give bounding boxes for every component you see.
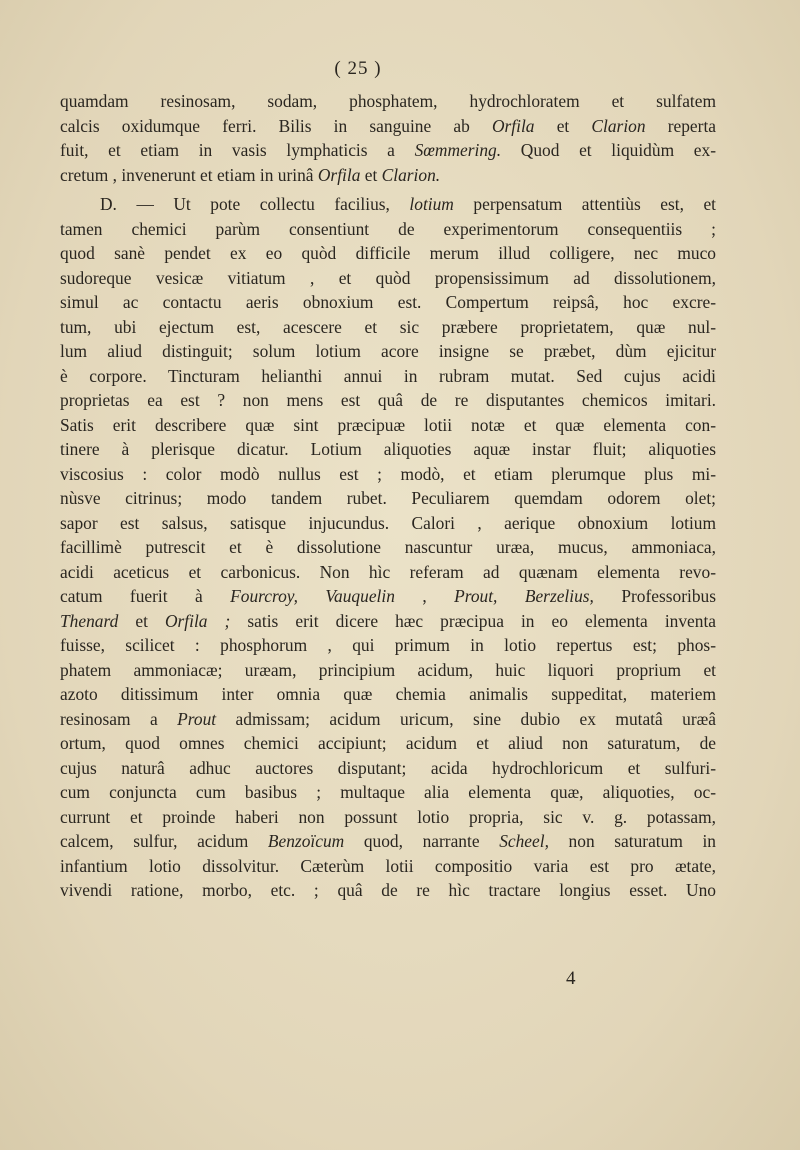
text-segment: phatem ammoniacæ; uræam, principium acidum, huic liquori proprium et — [60, 659, 716, 680]
text-segment: Professoribus — [593, 586, 717, 606]
text-segment: cretum , invenerunt et etiam in urinâ — [60, 164, 318, 185]
text-line — [60, 462, 716, 487]
text-segment: acidi aceticus et carbonicus. Non hìc referam ad quænam elementa revo- — [60, 561, 716, 582]
italic-text: Scheel, — [499, 831, 549, 851]
text-segment: facillimè putrescit et è dissolutione nascuntur uræa, mucus, ammoniaca, — [60, 537, 716, 557]
text-segment: et — [118, 610, 165, 631]
italic-text: Orfila ; — [164, 610, 231, 631]
text-segment: tinere à plerisque dicatur. Lotium aliquoties aquæ instar fluit; aliquoties — [60, 439, 716, 459]
text-segment: currunt et proinde haberi non possunt lotio propria, sic v. g. potassam, — [60, 806, 716, 827]
text-segment: tamen chemici parùm consentiunt de experimentorum consequentiis ; — [60, 218, 716, 239]
text-line — [60, 633, 716, 658]
text-line — [60, 486, 716, 511]
text-line — [60, 829, 716, 854]
text-segment: perpensatum attentiùs est, et — [453, 194, 717, 214]
italic-text: Thenard — [60, 610, 119, 631]
text-line — [60, 89, 716, 114]
text-line — [60, 339, 716, 364]
text-segment: et — [534, 115, 592, 136]
text-line — [60, 138, 716, 163]
text-segment: fuisse, scilicet : phosphorum , qui primum in lotio repertus est; phos- — [60, 635, 716, 655]
italic-text: Benzoïcum — [267, 831, 345, 851]
text-segment: infantium lotio dissolvitur. Cæterùm lotii compositio varia est pro ætate, — [60, 855, 716, 876]
text-segment: Satis erit describere quæ sint præcipuæ lotii notæ et quæ elementa con- — [60, 414, 716, 435]
text-line — [60, 364, 716, 389]
text-line — [60, 217, 716, 242]
text-line — [60, 315, 716, 340]
text-line — [60, 388, 716, 413]
text-segment: satis erit dicere hæc præcipua in eo elementa inventa — [230, 610, 717, 631]
text-line — [60, 163, 716, 188]
italic-text: Prout, Berzelius, — [454, 586, 594, 606]
text-line — [60, 878, 716, 903]
text-segment: et — [360, 164, 382, 185]
italic-text: Prout — [177, 708, 217, 729]
text-segment: cujus naturâ adhuc auctores disputant; acida hydrochloricum et sulfuri- — [60, 757, 716, 778]
text-line — [60, 511, 716, 536]
body-text — [60, 89, 716, 903]
page-number: ( 25 ) — [334, 58, 382, 79]
italic-text: Fourcroy, Vauquelin — [230, 586, 395, 606]
text-line — [60, 241, 716, 266]
text-line — [60, 535, 716, 560]
signature-mark: 4 — [566, 968, 576, 989]
text-segment: lum aliud distinguit; solum lotium acore insigne se præbet, dùm ejicitur — [60, 341, 716, 361]
text-segment: vivendi ratione, morbo, etc. ; quâ de re hìc tractare longius esset. Uno — [60, 880, 716, 900]
italic-text: Orfila — [491, 115, 535, 136]
text-segment: cum conjuncta cum basibus ; multaque alia elementa quæ, aliquoties, oc- — [60, 782, 716, 802]
text-segment: calcem, sulfur, acidum — [60, 831, 268, 851]
text-line — [60, 560, 716, 585]
italic-text: Clarion. — [381, 164, 441, 185]
text-segment: non saturatum in — [548, 831, 716, 851]
text-segment: sapor est salsus, satisque injucundus. Calori , aerique obnoxium lotium — [60, 512, 716, 533]
text-segment: catum fuerit à — [60, 586, 231, 606]
text-segment: quod sanè pendet ex eo quòd difficile merum illud colligere, nec muco — [60, 243, 716, 263]
text-segment: D. — Ut pote collectu facilius, — [100, 194, 410, 214]
italic-text: lotium — [409, 194, 454, 214]
text-segment: nùsve citrinus; modo tandem rubet. Peculiarem quemdam odorem olet; — [60, 488, 716, 508]
text-line — [60, 682, 716, 707]
text-segment: admissam; acidum uricum, sine dubio ex mutatâ uræâ — [216, 708, 716, 729]
text-line — [60, 266, 716, 291]
text-line — [60, 731, 716, 756]
text-line — [60, 707, 716, 732]
text-line — [60, 609, 716, 634]
italic-text: Orfila — [317, 164, 361, 185]
text-segment: quod, narrante — [344, 831, 500, 851]
text-line — [60, 584, 716, 609]
italic-text: Sœmmering. — [414, 140, 502, 160]
text-segment: tum, ubi ejectum est, acescere et sic præbere proprietatem, quæ nul- — [60, 316, 716, 337]
text-segment: viscosius : color modò nullus est ; modò, et etiam plerumque plus mi- — [60, 463, 716, 484]
text-line — [60, 114, 716, 139]
text-line — [60, 854, 716, 879]
text-line — [60, 413, 716, 438]
text-segment: azoto ditissimum inter omnia quæ chemia animalis suppeditat, materiem — [60, 684, 716, 704]
text-segment: , — [394, 586, 455, 606]
text-segment: simul ac contactu aeris obnoxium est. Compertum reipsâ, hoc excre- — [60, 292, 716, 312]
text-segment: Quod et liquidùm ex- — [501, 140, 716, 160]
text-segment: sudoreque vesicæ vitiatum , et quòd propensissimum ad dissolutionem, — [60, 267, 716, 288]
text-segment: ortum, quod omnes chemici accipiunt; acidum et aliud non saturatum, de — [60, 733, 716, 753]
text-line — [60, 805, 716, 830]
text-segment: quamdam resinosam, sodam, phosphatem, hydrochloratem et sulfatem — [60, 91, 716, 111]
text-line — [60, 756, 716, 781]
text-segment: proprietas ea est ? non mens est quâ de re disputantes chemicos imitari. — [60, 390, 716, 410]
text-segment: calcis oxidumque ferri. Bilis in sanguine ab — [60, 115, 492, 136]
text-line — [60, 437, 716, 462]
italic-text: Clarion — [591, 115, 646, 136]
text-line — [60, 780, 716, 805]
text-line — [60, 658, 716, 683]
text-segment: è corpore. Tincturam helianthi annui in rubram mutat. Sed cujus acidi — [60, 365, 716, 386]
text-segment: fuit, et etiam in vasis lymphaticis a — [60, 140, 415, 160]
text-line — [60, 192, 716, 217]
text-segment: reperta — [645, 115, 716, 136]
text-segment: resinosam a — [60, 708, 178, 729]
text-line — [60, 290, 716, 315]
